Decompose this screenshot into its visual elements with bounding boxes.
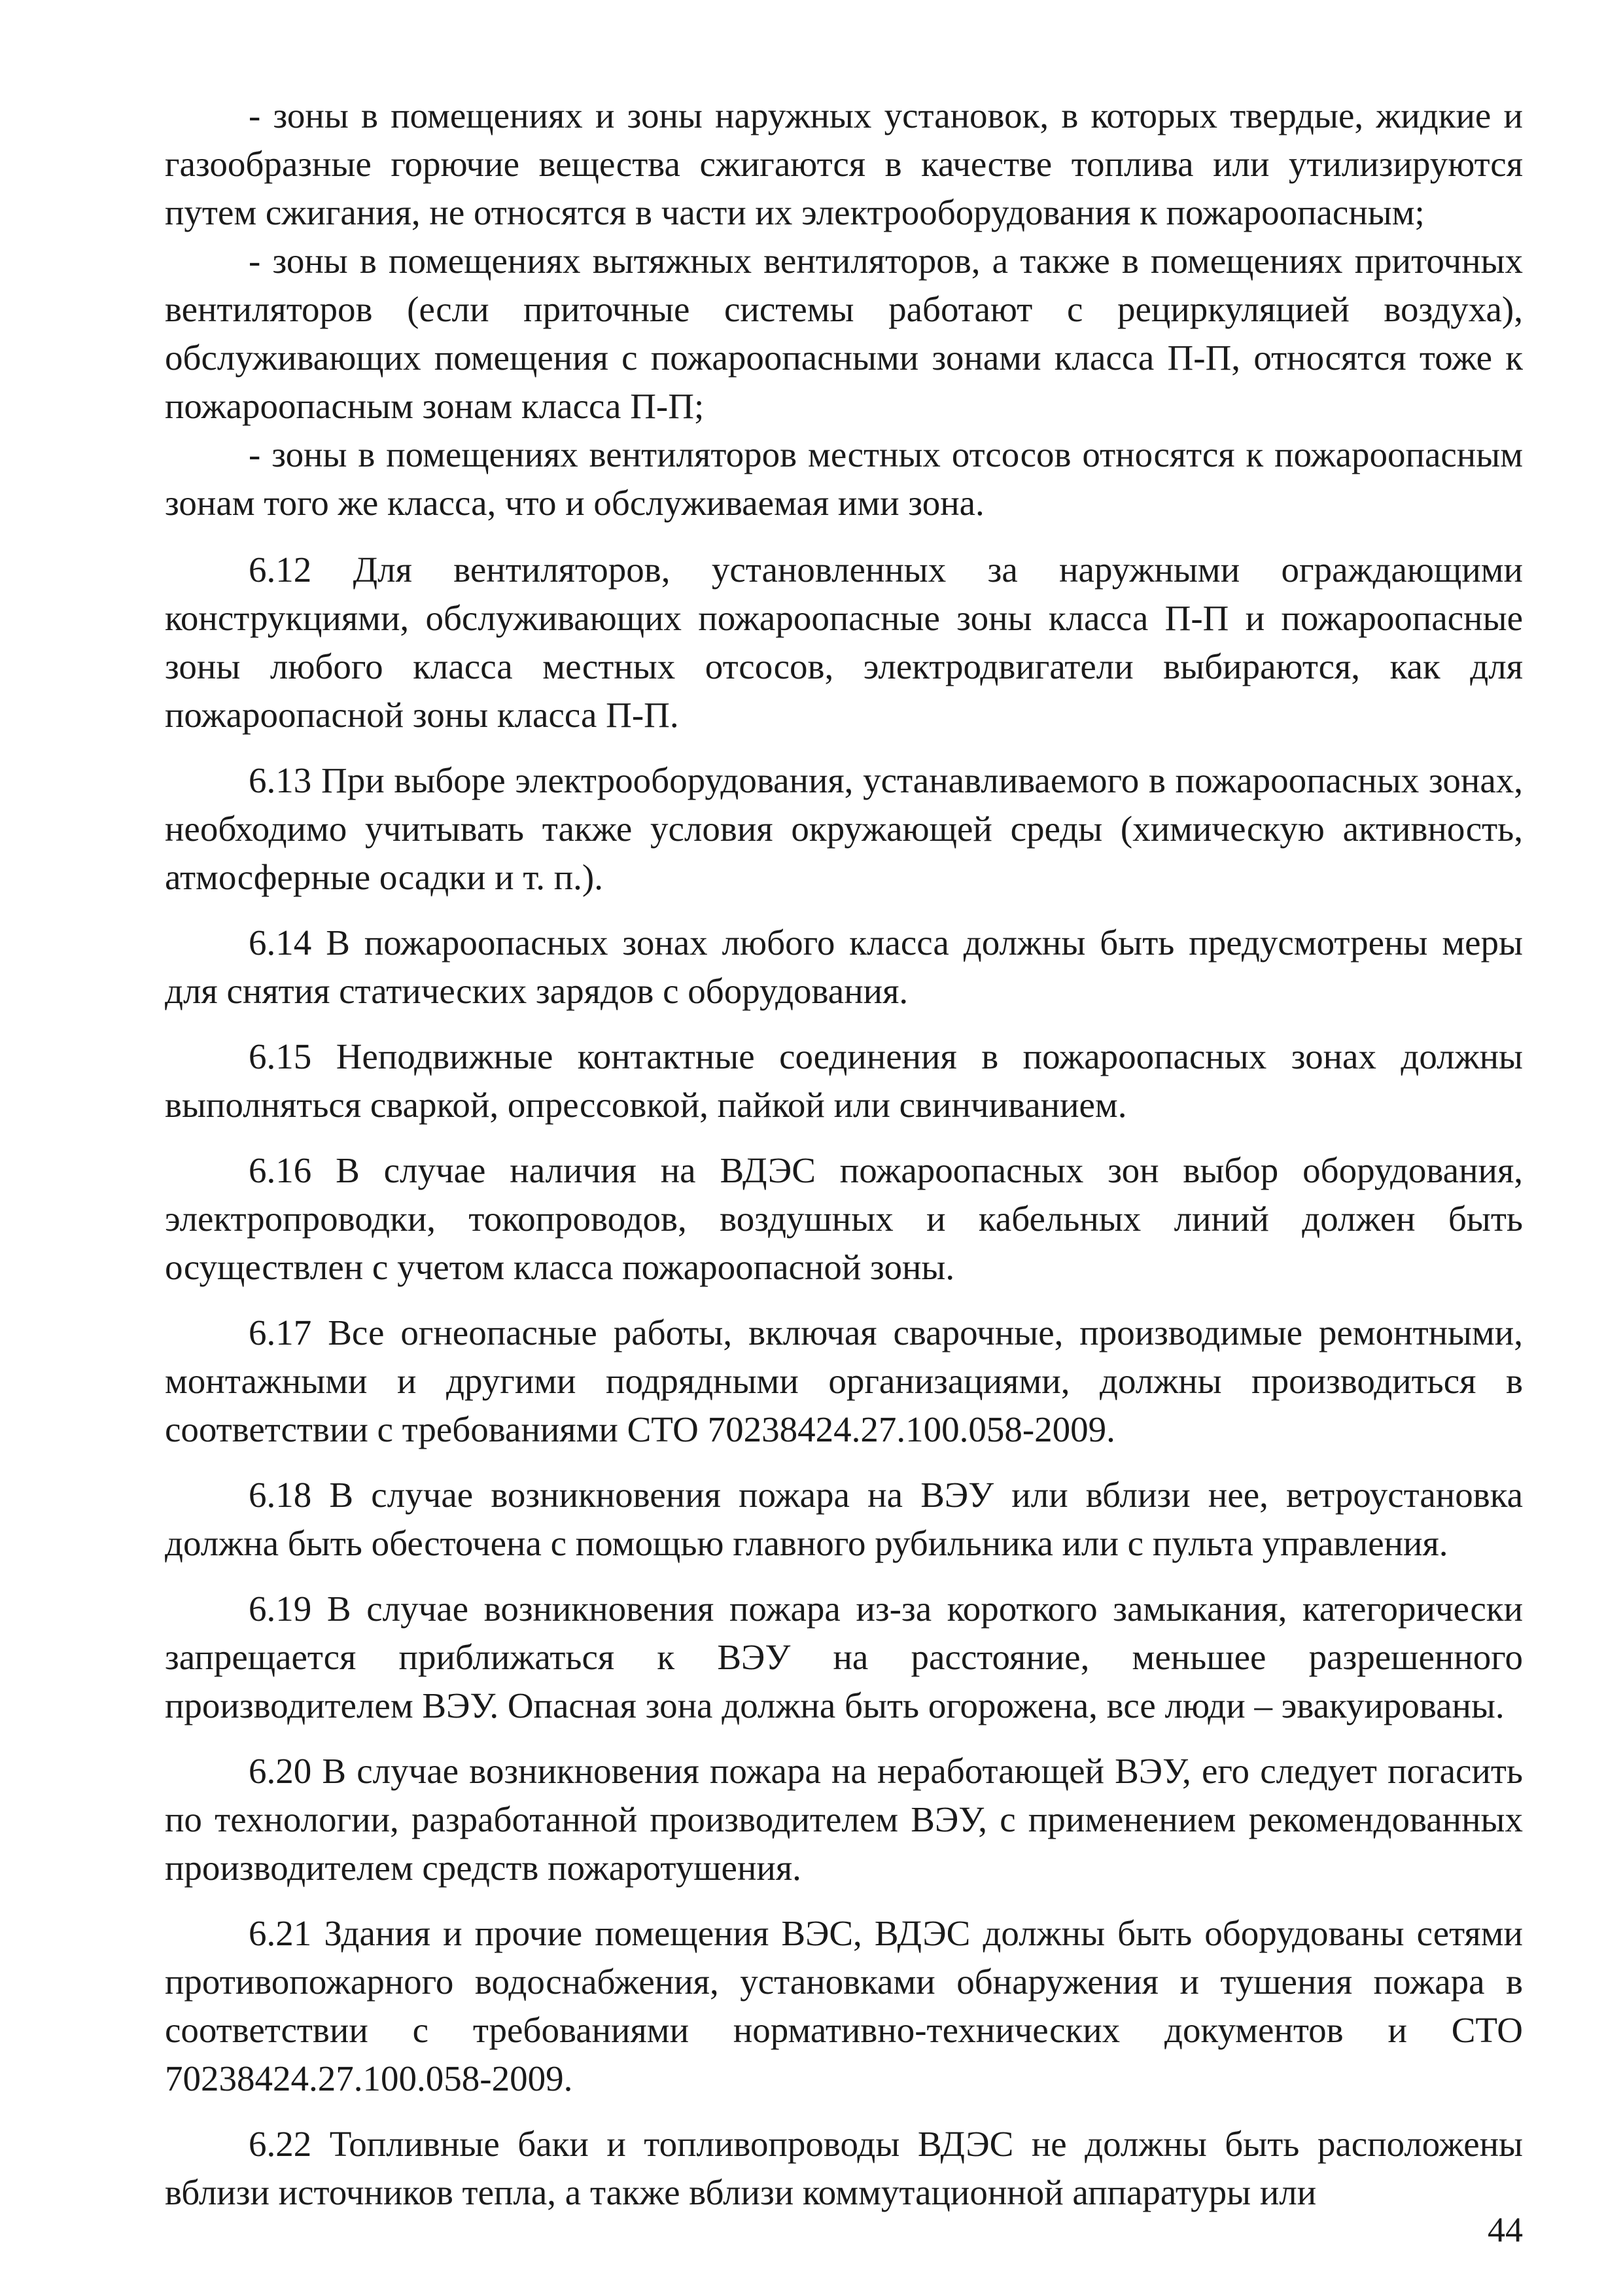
section-6-18: 6.18 В случае возникновения пожара на ВЭУ или вблизи нее, ветроустановка должна быть обесточена с помощью главного рубильника или с пульта управления. [165, 1475, 1523, 1563]
section-6-13: 6.13 При выборе электрооборудования, устанавливаемого в пожароопасных зонах, необходимо учитывать также условия окружающей среды (химическую активность, атмосферные осадки и т. п.). [165, 760, 1523, 897]
list-item-exhaust-fan-zones: - зоны в помещениях вытяжных вентиляторов, а также в помещениях приточных вентиляторов (если приточные системы работают с рециркуляцией воздуха), обслуживающих помещения с пожароопасными зонами класса П-П, относятся тоже к пожароопасным зонам класса П-П; [165, 241, 1523, 426]
section-6-21: 6.21 Здания и прочие помещения ВЭС, ВДЭС должны быть оборудованы сетями противопожарного водоснабжения, установками обнаружения и тушения пожара в соответствии с требованиями нормативно-технических документов и СТО 70238424.27.100.058-2009. [165, 1913, 1523, 2098]
section-6-17: 6.17 Все огнеопасные работы, включая сварочные, производимые ремонтными, монтажными и другими подрядными организациями, должны производиться в соответствии с требованиями СТО 70238424.27.100.058-2009. [165, 1313, 1523, 1449]
section-6-12: 6.12 Для вентиляторов, установленных за наружными ограждающими конструкциями, обслуживающих пожароопасные зоны класса П-П и пожароопасные зоны любого класса местных отсосов, электродвигатели выбираются, как для пожароопасной зоны класса П-П. [165, 550, 1523, 735]
page-body [165, 92, 1523, 2217]
section-6-15: 6.15 Неподвижные контактные соединения в пожароопасных зонах должны выполняться сваркой, опрессовкой, пайкой или свинчиванием. [165, 1036, 1523, 1125]
section-6-16: 6.16 В случае наличия на ВДЭС пожароопасных зон выбор оборудования, электропроводки, токопроводов, воздушных и кабельных линий должен быть осуществлен с учетом класса пожароопасной зоны. [165, 1150, 1523, 1287]
page-number: 44 [1488, 2210, 1523, 2250]
section-6-19: 6.19 В случае возникновения пожара из-за короткого замыкания, категорически запрещается приближаться к ВЭУ на расстояние, меньшее разрешенного производителем ВЭУ. Опасная зона должна быть огорожена, все люди – эвакуированы. [165, 1589, 1523, 1725]
section-6-22: 6.22 Топливные баки и топливопроводы ВДЭС не должны быть расположены вблизи источников тепла, а также вблизи коммутационной аппаратуры или [165, 2124, 1523, 2212]
list-item-local-exhaust-zones: - зоны в помещениях вентиляторов местных отсосов относятся к пожароопасным зонам того же класса, что и обслуживаемая ими зона. [165, 434, 1523, 523]
section-6-20: 6.20 В случае возникновения пожара на неработающей ВЭУ, его следует погасить по технологии, разработанной производителем ВЭУ, с применением рекомендованных производителем средств пожаротушения. [165, 1751, 1523, 1888]
section-6-14: 6.14 В пожароопасных зонах любого класса должны быть предусмотрены меры для снятия статических зарядов с оборудования. [165, 923, 1523, 1011]
list-item-fuel-burning-zones: - зоны в помещениях и зоны наружных установок, в которых твердые, жидкие и газообразные горючие вещества сжигаются в качестве топлива или утилизируются путем сжигания, не относятся в части их электрооборудования к пожароопасным; [165, 96, 1523, 232]
